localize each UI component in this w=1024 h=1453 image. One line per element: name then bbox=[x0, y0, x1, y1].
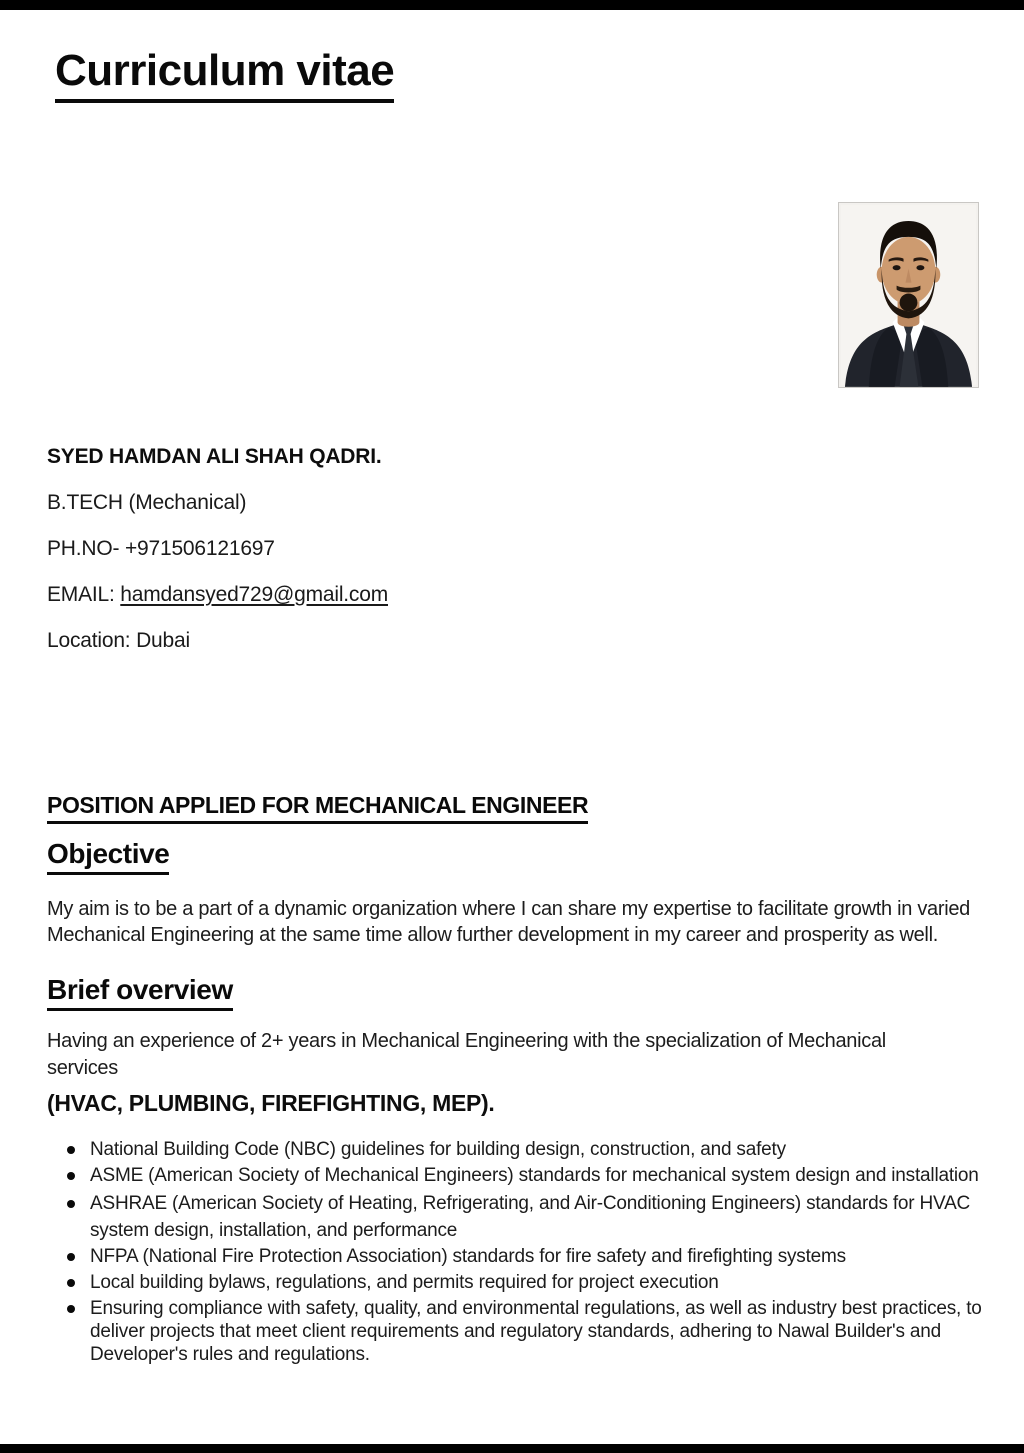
objective-heading bbox=[47, 838, 169, 875]
list-item: NFPA (National Fire Protection Association) standards for fire safety and firefighting systems bbox=[47, 1245, 997, 1268]
location-line: Location: Dubai bbox=[47, 629, 190, 652]
email-line bbox=[47, 584, 647, 605]
document-title-text: Curriculum vitae bbox=[55, 46, 394, 103]
list-item: Local building bylaws, regulations, and permits required for project execution bbox=[47, 1271, 997, 1294]
objective-heading-text: Objective bbox=[47, 838, 169, 875]
degree-line: B.TECH (Mechanical) bbox=[47, 491, 247, 514]
brief-overview-paragraph: Having an experience of 2+ years in Mechanical Engineering with the specialization of Mechanical services bbox=[47, 1030, 886, 1079]
candidate-name: SYED HAMDAN ALI SHAH QADRI. bbox=[47, 445, 382, 468]
systems-subheading: (HVAC, PLUMBING, FIREFIGHTING, MEP). bbox=[47, 1090, 495, 1116]
bottom-border-bar bbox=[0, 1444, 1024, 1453]
email-link[interactable]: hamdansyed729@gmail.com bbox=[120, 583, 388, 606]
phone-number: +971506121697 bbox=[124, 537, 275, 560]
list-item: National Building Code (NBC) guidelines for building design, construction, and safety bbox=[47, 1138, 997, 1161]
phone-line bbox=[47, 538, 647, 559]
email-label: EMAIL: bbox=[47, 583, 121, 606]
position-applied-heading bbox=[47, 792, 588, 824]
phone-label: PH.NO- bbox=[47, 537, 125, 560]
position-applied-heading-text: POSITION APPLIED FOR MECHANICAL ENGINEER bbox=[47, 792, 588, 824]
contact-block bbox=[47, 446, 647, 676]
document-title bbox=[55, 46, 394, 103]
list-item: ASHRAE (American Society of Heating, Refrigerating, and Air-Conditioning Engineers) standards for HVAC system design, installation, and performance bbox=[47, 1190, 997, 1244]
top-border-bar bbox=[0, 0, 1024, 10]
profile-photo bbox=[838, 202, 979, 388]
standards-list bbox=[47, 1138, 997, 1369]
brief-overview-heading bbox=[47, 974, 233, 1011]
portrait-illustration bbox=[839, 203, 978, 387]
objective-paragraph: My aim is to be a part of a dynamic organization where I can share my expertise to facilitate growth in varied Mechanical Engineering at the same time allow further development in my career and prosperity as well. bbox=[47, 898, 971, 946]
brief-overview-heading-text: Brief overview bbox=[47, 974, 233, 1011]
list-item: ASME (American Society of Mechanical Engineers) standards for mechanical system design and installation bbox=[47, 1164, 997, 1187]
list-item: Ensuring compliance with safety, quality, and environmental regulations, as well as industry best practices, to deliver projects that meet client requirements and regulatory standards, adhering to Nawal Builder's and Developer's rules and regulations. bbox=[47, 1297, 997, 1366]
